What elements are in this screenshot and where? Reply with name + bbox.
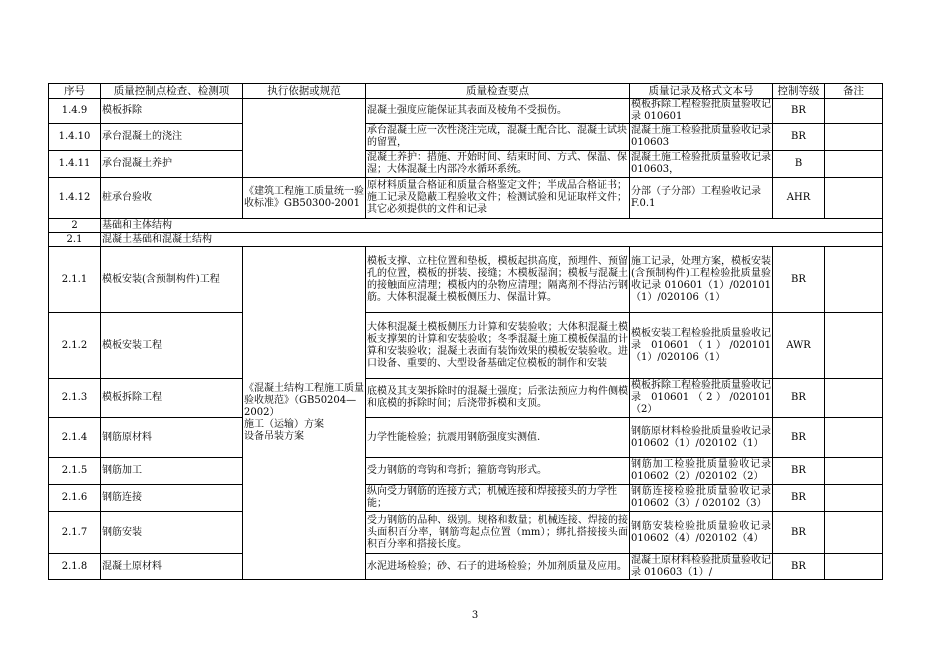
row-level: BR xyxy=(773,124,825,151)
row-note xyxy=(825,379,883,418)
row-points: 混凝土养护：措施、开始时间、结束时间、方式、保温、保湿；大体混凝土内部冷水循环系统。 xyxy=(366,151,630,178)
row-seq: 1.4.12 xyxy=(49,178,101,219)
row-seq: 2.1.3 xyxy=(49,379,101,418)
row-points: 承台混凝土应一次性浇注完成，混凝土配合比、混凝土试块的留置， xyxy=(366,124,630,151)
row-level: BR xyxy=(773,554,825,580)
basis-spec: 《混凝土结构工程施工质量验收规范》（GB50204—2002） xyxy=(244,383,364,418)
row-record: 模板安装工程检验批质量验收记录 010601（1）/020101（1）/020106（1） xyxy=(630,313,773,379)
row-seq: 2.1.1 xyxy=(49,247,101,313)
row-seq: 2.1.6 xyxy=(49,485,101,512)
row-item: 钢筋加工 xyxy=(101,458,243,485)
table-row xyxy=(49,124,883,151)
row-basis: 《建筑工程施工质量统一验收标准》GB50300-2001 xyxy=(243,178,366,219)
table-row xyxy=(49,247,883,313)
row-seq: 2.1.4 xyxy=(49,418,101,458)
table-row xyxy=(49,178,883,219)
row-note xyxy=(825,485,883,512)
table-row xyxy=(49,151,883,178)
row-level: BR xyxy=(773,458,825,485)
row-record: 钢筋安装检验批质量验收记录 010602（4）/020102（4） xyxy=(630,512,773,554)
row-basis xyxy=(243,99,366,178)
row-item: 钢筋安装 xyxy=(101,512,243,554)
row-record: 施工记录，处理方案，模板安装(含预制构件)工程检验批质量验收记录 010601（1）/020101（1）/020106（1） xyxy=(630,247,773,313)
merged-basis-cell xyxy=(243,247,366,580)
row-item: 模板拆除工程 xyxy=(101,379,243,418)
row-level: BR xyxy=(773,99,825,124)
row-item: 钢筋连接 xyxy=(101,485,243,512)
page-number: 3 xyxy=(471,610,479,621)
table-row xyxy=(49,418,883,458)
row-note xyxy=(825,151,883,178)
table-row xyxy=(49,512,883,554)
row-note xyxy=(825,418,883,458)
table-row xyxy=(49,485,883,512)
row-record: 模板拆除工程检验批质量验收记录 010601（2）/020101（2） xyxy=(630,379,773,418)
table-row xyxy=(49,313,883,379)
row-item: 桩承台验收 xyxy=(101,178,243,219)
header-note: 备注 xyxy=(825,84,883,99)
row-item: 承台混凝土的浇注 xyxy=(101,124,243,151)
row-note xyxy=(825,313,883,379)
row-seq: 2.1.2 xyxy=(49,313,101,379)
row-points: 力学性能检验；抗震用钢筋强度实测值. xyxy=(366,418,630,458)
row-level: BR xyxy=(773,512,825,554)
section-row xyxy=(49,219,883,233)
row-level: BR xyxy=(773,379,825,418)
section-row xyxy=(49,233,883,247)
row-record: 混凝土施工检验批质量验收记录 010603 xyxy=(630,124,773,151)
header-item: 质量控制点检查、检测项 xyxy=(101,84,243,99)
row-points: 原材料质量合格证和质量合格鉴定文件；半成品合格证书；施工记录及隐蔽工程验收文件；检测试验和见证取样文件；其它必须提供的文件和记录 xyxy=(366,178,630,219)
table-row xyxy=(49,379,883,418)
row-item: 模板安装工程 xyxy=(101,313,243,379)
header-points: 质量检查要点 xyxy=(366,84,630,99)
row-note xyxy=(825,554,883,580)
row-seq: 1.4.11 xyxy=(49,151,101,178)
row-points: 模板支撑、立柱位置和垫板，模板起拱高度，预埋件、预留孔的位置，模板的拼装、接缝；木模板湿润；模板与混凝土的接触面应清理；模板内的杂物应清理；隔离剂不得沾污钢筋。大体积混凝土模板侧压力、保温计算。 xyxy=(366,247,630,313)
header-record: 质量记录及格式文本号 xyxy=(630,84,773,99)
row-points: 大体积混凝土模板侧压力计算和安装验收；大体积混凝土模板支撑架的计算和安装验收；冬季混凝土施工模板保温的计算和安装验收；混凝土表面有装饰效果的模板安装验收。进口设备、重要的、大型设备基础定位模板的制作和安装 xyxy=(366,313,630,379)
basis-hoisting-plan: 设备吊装方案 xyxy=(244,431,304,442)
row-seq: 2.1.8 xyxy=(49,554,101,580)
row-item: 钢筋原材料 xyxy=(101,418,243,458)
header-level: 控制等级 xyxy=(773,84,825,99)
row-points: 底模及其支架拆除时的混凝土强度；后张法预应力构件侧模和底模的拆除时间；后浇带拆模和支顶。 xyxy=(366,379,630,418)
row-item: 混凝土原材料 xyxy=(101,554,243,580)
row-note xyxy=(825,124,883,151)
header-seq: 序号 xyxy=(49,84,101,99)
row-points: 水泥进场检验；砂、石子的进场检验；外加剂质量及应用。 xyxy=(366,554,630,580)
row-note xyxy=(825,458,883,485)
row-level: BR xyxy=(773,485,825,512)
row-level: BR xyxy=(773,247,825,313)
row-seq: 1.4.10 xyxy=(49,124,101,151)
row-level: AWR xyxy=(773,313,825,379)
row-record: 钢筋加工检验批质量验收记录 010602（2）/020102（2） xyxy=(630,458,773,485)
row-record: 分部（子分部）工程验收记录 F.0.1 xyxy=(630,178,773,219)
row-item: 模板拆除 xyxy=(101,99,243,124)
quality-control-table xyxy=(48,83,883,580)
row-record: 钢筋原材料检验批质量验收记录 010602（1）/020102（1） xyxy=(630,418,773,458)
row-record: 混凝土原材料检验批质量验收记录 010603（1）/ xyxy=(631,554,771,578)
table-header-row xyxy=(49,84,883,99)
row-record: 混凝土施工检验批质量验收记录 010603， xyxy=(630,151,773,178)
row-seq: 2.1.5 xyxy=(49,458,101,485)
section-title: 基础和主体结构 xyxy=(101,219,883,233)
row-note xyxy=(825,99,883,124)
row-seq: 1.4.9 xyxy=(49,99,101,124)
row-note xyxy=(825,247,883,313)
table-row xyxy=(49,554,883,580)
row-points: 混凝土强度应能保证其表面及棱角不受损伤。 xyxy=(366,99,630,124)
row-seq: 2.1.7 xyxy=(49,512,101,554)
row-item: 承台混凝土养护 xyxy=(101,151,243,178)
row-points: 受力钢筋的品种、级别。规格和数量；机械连接、焊接的接头面积百分率，钢筋弯起点位置（mm）；绑扎搭接接头面积百分率和搭接长度。 xyxy=(366,512,630,554)
row-note xyxy=(825,512,883,554)
row-level: B xyxy=(773,151,825,178)
row-level: AHR xyxy=(773,178,825,219)
row-points: 纵向受力钢筋的连接方式；机械连接和焊接接头的力学性能； xyxy=(366,485,630,512)
table-row xyxy=(49,458,883,485)
row-note xyxy=(825,178,883,219)
header-basis: 执行依据或规范 xyxy=(243,84,366,99)
section-title: 混凝土基础和混凝土结构 xyxy=(101,233,883,247)
row-level: BR xyxy=(773,418,825,458)
row-item: 模板安装(含预制构件)工程 xyxy=(101,247,243,313)
section-seq: 2.1 xyxy=(49,233,101,247)
row-points: 受力钢筋的弯钩和弯折；箍筋弯钩形式。 xyxy=(366,458,630,485)
table-row xyxy=(49,99,883,124)
section-seq: 2 xyxy=(49,219,101,233)
row-record: 钢筋连接检验批质量验收记录 010602（3）/ 020102（3） xyxy=(630,485,773,512)
basis-transport-plan: 施工（运输）方案 xyxy=(244,419,324,430)
row-record: 模板拆除工程检验批质量验收记录 010601 xyxy=(631,99,771,122)
